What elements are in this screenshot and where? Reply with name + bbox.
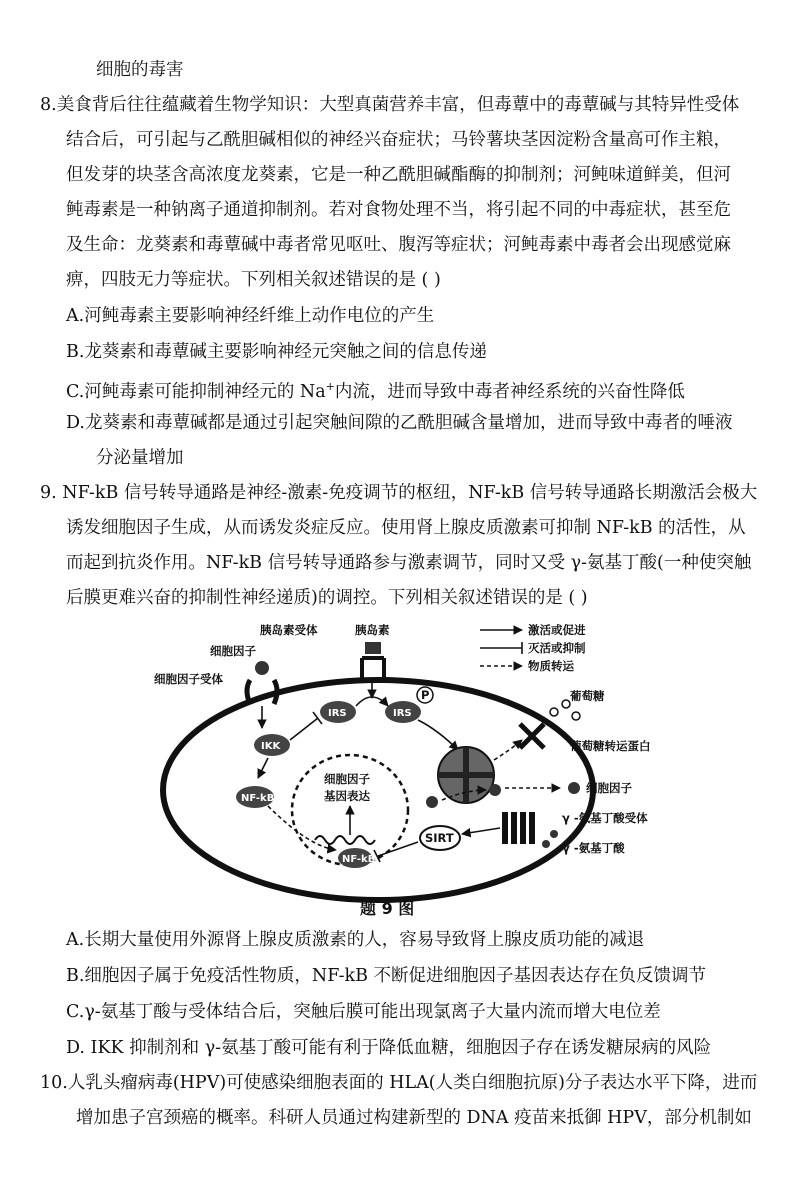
dna-strand (315, 836, 375, 844)
q8-option-b: B.龙葵素和毒蕈碱主要影响神经元突触之间的信息传递 (66, 342, 487, 362)
cytokine-secreted (568, 782, 580, 794)
gaba-molecule-2 (550, 830, 558, 838)
insulin-receptor (362, 658, 384, 678)
insulin-ligand (365, 642, 381, 654)
label-glucose: 葡萄糖 (570, 689, 605, 703)
q8-stem-line-2: 结合后，可引起与乙酰胆碱相似的神经兴奋症状；马铃薯块茎因淀粉含量高可作主粮， (66, 130, 731, 150)
q9-stem-line-1: 9. NF-kB 信号转导通路是神经-激素-免疫调节的枢纽，NF-kB 信号转导通路长期激活会极大 (40, 483, 758, 503)
nucleus-label-1: 细胞因子 (324, 772, 370, 786)
label-insulin: 胰岛素 (355, 623, 390, 637)
label-glut: 葡萄糖转运蛋白 (570, 739, 651, 753)
irs-2-label: IRS (393, 708, 412, 719)
q10-stem-line-1: 10.人乳头瘤病毒(HPV)可使感染细胞表面的 HLA(人类白细胞抗原)分子表达水平下降，进而 (40, 1073, 758, 1093)
nfkb-nuclear-label: NF-kB (342, 854, 376, 865)
glucose-molecule-1 (550, 708, 558, 716)
glucose-molecule-2 (562, 700, 570, 708)
q7-tail-text: 细胞的毒害 (96, 60, 184, 80)
q9-stem-line-3: 而起到抗炎作用。NF-kB 信号转导通路参与激素调节，同时又受 γ-氨基丁酸(一种使突触 (66, 553, 752, 573)
q8-option-c-post: 内流，进而导致中毒者神经系统的兴奋性降低 (334, 381, 685, 402)
cell-membrane (163, 680, 593, 900)
sirt-label: SIRT (425, 831, 454, 845)
cytokine-ligand (255, 661, 269, 675)
q8-stem-line-4: 鲀毒素是一种钠离子通道抑制剂。若对食物处理不当，将引起不同的中毒症状，甚至危 (66, 200, 731, 220)
q8-stem-line-5: 及生命：龙葵素和毒蕈碱中毒者常见呕吐、腹泻等症状；河鲀毒素中毒者会出现感觉麻 (66, 235, 731, 255)
label-gaba: γ -氨基丁酸 (562, 841, 625, 855)
gaba-molecule-1 (542, 840, 550, 848)
q8-option-a: A.河鲀毒素主要影响神经纤维上动作电位的产生 (66, 306, 435, 326)
label-cytokine-receptor: 细胞因子受体 (154, 672, 223, 686)
q8-option-d-line-1: D.龙葵素和毒蕈碱都是通过引起突触间隙的乙酰胆碱含量增加，进而导致中毒者的唾液 (66, 413, 733, 433)
q9-stem-line-4: 后膜更难兴奋的抑制性神经递质)的调控。下列相关叙述错误的是 ( ) (66, 588, 588, 608)
q8-option-c-pre: C.河鲀毒素可能抑制神经元的 Na (66, 381, 326, 402)
q9-figure (150, 620, 770, 920)
q9-option-d: D. IKK 抑制剂和 γ-氨基丁酸可能有利于降低血糖，细胞因子存在诱发糖尿病的风险 (66, 1038, 712, 1058)
figure-caption: 题 9 图 (360, 899, 415, 918)
legend-activate: 激活或促进 (528, 623, 586, 637)
glucose-molecule-3 (572, 712, 580, 720)
label-insulin-receptor: 胰岛素受体 (260, 623, 318, 637)
cytokine-inside (426, 796, 438, 808)
q10-stem-line-2: 增加患子宫颈癌的概率。科研人员通过构建新型的 DNA 疫苗来抵御 HPV，部分机制如 (76, 1108, 752, 1128)
cytokine-transit (489, 784, 501, 796)
label-cytokine: 细胞因子 (210, 644, 256, 658)
nfkb-cytoplasm-label: NF-kB (241, 793, 275, 804)
label-cytokine-out: 细胞因子 (586, 781, 632, 795)
gaba-receptor (502, 812, 535, 844)
q8-option-c-sup: + (325, 380, 335, 393)
figure-legend (480, 623, 586, 673)
q8-stem-line-6: 痹，四肢无力等症状。下列相关叙述错误的是 ( ) (66, 270, 441, 290)
q9-option-a: A.长期大量使用外源肾上腺皮质激素的人，容易导致肾上腺皮质功能的减退 (66, 930, 645, 950)
q8-option-d-line-2: 分泌量增加 (96, 448, 184, 468)
q9-option-b: B.细胞因子属于免疫活性物质，NF-kB 不断促进细胞因子基因表达存在负反馈调节 (66, 966, 707, 986)
q9-option-c: C.γ-氨基丁酸与受体结合后，突触后膜可能出现氯离子大量内流而增大电位差 (66, 1002, 661, 1022)
irs-1-label: IRS (328, 708, 347, 719)
q8-stem-line-3: 但发芽的块茎含高浓度龙葵素，它是一种乙酰胆碱酯酶的抑制剂；河鲀味道鲜美，但河 (66, 165, 731, 185)
nucleus-label-2: 基因表达 (324, 789, 370, 803)
ikk-label: IKK (261, 741, 281, 752)
label-gaba-receptor: γ -氨基丁酸受体 (562, 811, 648, 825)
phosphate-label: P (421, 688, 430, 702)
glut-transporter (520, 724, 544, 748)
legend-transport: 物质转运 (528, 659, 574, 673)
q8-option-c (66, 375, 685, 404)
q9-stem-line-2: 诱发细胞因子生成，从而诱发炎症反应。使用肾上腺皮质激素可抑制 NF-kB 的活性，从 (66, 518, 746, 538)
cell-membrane-inner (170, 687, 586, 893)
q8-stem-line-1: 8.美食背后往往蕴藏着生物学知识：大型真菌营养丰富，但毒蕈中的毒蕈碱与其特异性受体 (40, 95, 740, 115)
legend-inhibit: 灭活或抑制 (528, 641, 586, 655)
signaling-pathway-diagram (150, 620, 770, 920)
